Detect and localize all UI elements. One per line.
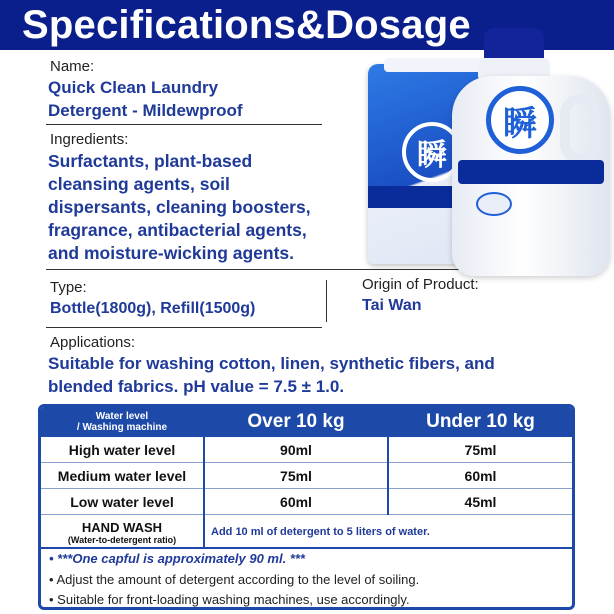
column-divider — [387, 407, 389, 515]
row-value: 75ml — [464, 442, 497, 458]
table-row — [41, 437, 572, 463]
header-water-level — [41, 407, 203, 437]
ingredients-line: fragrance, antibacterial agents, — [48, 220, 307, 240]
row-value: 90ml — [280, 442, 312, 458]
header-over-10kg: Over 10 kg — [247, 411, 345, 432]
note-soiling: • Adjust the amount of detergent according to the level of soiling. — [49, 572, 420, 587]
row-label: Low water level — [70, 494, 174, 510]
hand-wash-label-cell — [41, 515, 203, 549]
bottle-handle — [560, 94, 600, 164]
bottle-image — [452, 28, 610, 278]
applications-label: Applications: — [50, 334, 136, 351]
page-title: Specifications&Dosage — [0, 0, 614, 50]
dosage-table — [38, 404, 575, 610]
type-value: Bottle(1800g), Refill(1500g) — [50, 300, 256, 317]
note-front-loading: • Suitable for front-loading washing machines, use accordingly. — [49, 592, 410, 607]
row-value: 45ml — [464, 494, 497, 510]
header-label-line1: Water level — [95, 411, 149, 422]
note-text: ***One capful is approximately 90 ml. *** — [57, 551, 305, 566]
row-label: High water level — [68, 442, 176, 458]
name-label: Name: — [50, 58, 95, 75]
note-text: Suitable for front-loading washing machines, use accordingly. — [57, 592, 410, 607]
name-value-line2: Detergent - Mildewproof — [48, 101, 243, 120]
type-origin-divider — [326, 280, 327, 322]
ingredients-label: Ingredients: — [50, 131, 129, 148]
type-divider — [46, 327, 322, 328]
applications-line1: Suitable for washing cotton, linen, synthetic fibers, and — [48, 354, 495, 373]
row-value: 60ml — [280, 494, 312, 510]
name-divider — [46, 124, 322, 125]
table-header — [41, 407, 572, 437]
ingredients-line: Surfactants, plant-based — [48, 151, 253, 171]
product-image — [360, 20, 614, 282]
hand-wash-row — [41, 515, 572, 549]
note-text: Adjust the amount of detergent according to the level of soiling. — [56, 572, 420, 587]
table-row — [41, 489, 572, 515]
origin-value: Tai Wan — [362, 297, 422, 314]
header-under-10kg: Under 10 kg — [426, 411, 535, 432]
origin-label: Origin of Product: — [362, 276, 479, 293]
name-value-line1: Quick Clean Laundry — [48, 78, 219, 97]
type-label: Type: — [50, 279, 87, 296]
column-divider — [203, 407, 205, 549]
header-label-line2: / Washing machine — [76, 422, 168, 433]
brand-logo-icon: 瞬 — [402, 122, 462, 182]
brand-logo-icon: 瞬 — [486, 86, 554, 154]
hand-wash-label: HAND WASH — [81, 519, 163, 535]
ingredients-line: and moisture-wicking agents. — [48, 243, 295, 263]
ingredients-line: cleansing agents, soil — [48, 174, 230, 194]
bottle-label-band — [458, 160, 604, 184]
note-capful: • ***One capful is approximately 90 ml. *** — [49, 551, 305, 566]
hand-wash-value: Add 10 ml of detergent to 5 liters of water. — [211, 526, 430, 538]
ingredients-line: dispersants, cleaning boosters, — [48, 197, 311, 217]
drop-badge-icon — [476, 192, 512, 216]
hand-wash-sublabel: (Water-to-detergent ratio) — [67, 534, 177, 545]
row-value: 75ml — [280, 468, 312, 484]
applications-line2: blended fabrics. pH value = 7.5 ± 1.0. — [48, 377, 345, 396]
row-label: Medium water level — [57, 468, 187, 484]
row-value: 60ml — [464, 468, 497, 484]
table-row — [41, 463, 572, 489]
